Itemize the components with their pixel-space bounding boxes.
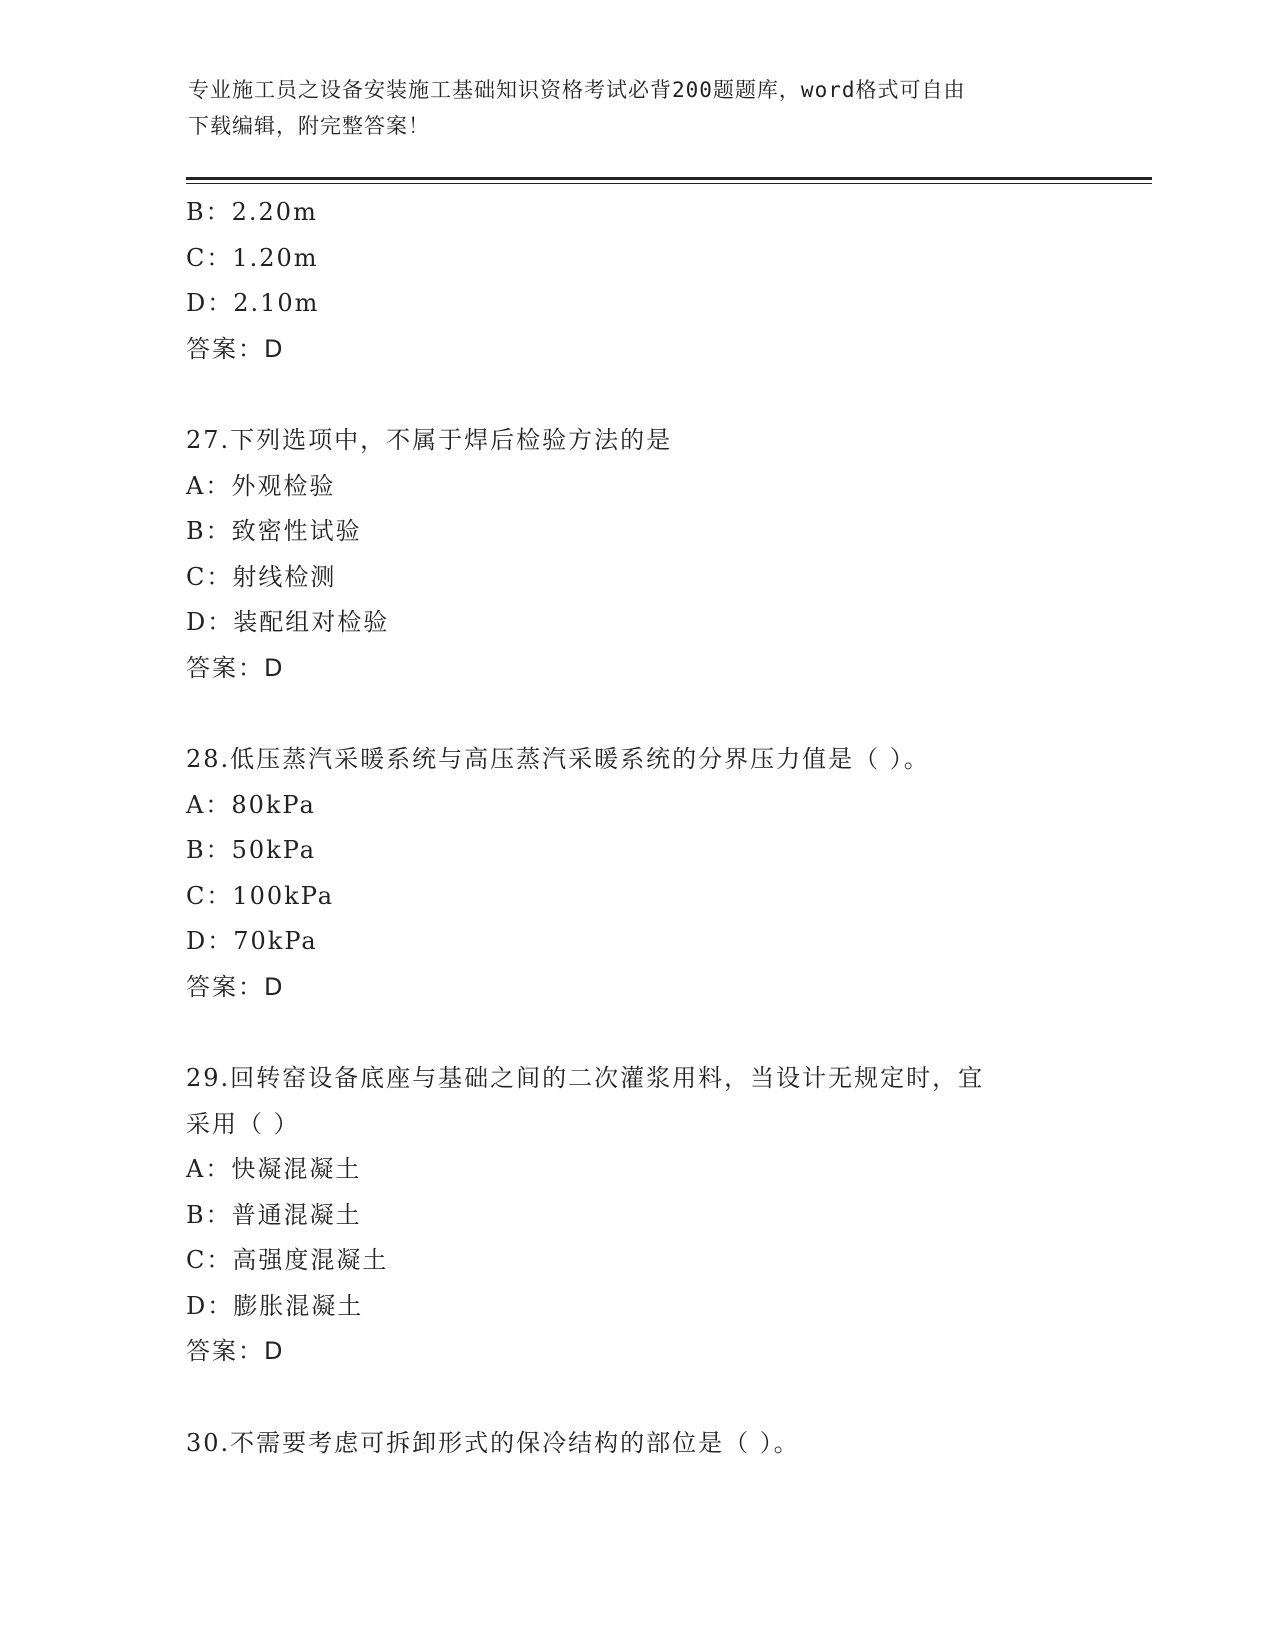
option-a: A：快凝混凝土 <box>186 1155 362 1183</box>
question-28 <box>186 737 1136 1010</box>
option-a: A：外观检验 <box>186 471 336 500</box>
option-c: C：100kPa <box>186 881 335 910</box>
answer-line: 答案：D <box>186 653 285 682</box>
option-b: B：50kPa <box>186 836 317 864</box>
spacer <box>186 372 1136 418</box>
question-stem: 28.低压蒸汽采暖系统与高压蒸汽采暖系统的分界压力值是（ ）。 <box>186 745 930 773</box>
document-header <box>188 72 1088 144</box>
option-d: D：2.10m <box>186 289 320 317</box>
option-d: D：膨胀混凝土 <box>186 1291 364 1320</box>
option-a: A：80kPa <box>186 790 316 819</box>
question-29 <box>186 1056 1136 1375</box>
header-line-1: 专业施工员之设备安装施工基础知识资格考试必背200题题库，word格式可自由 <box>188 78 966 102</box>
header-line-2: 下载编辑，附完整答案！ <box>188 114 430 138</box>
option-b: B：普通混凝土 <box>186 1200 362 1229</box>
option-b: B：致密性试验 <box>186 517 362 545</box>
header-divider-thin <box>186 183 1152 184</box>
question-stem-line-1: 29.回转窑设备底座与基础之间的二次灌浆用料，当设计无规定时，宜 <box>186 1064 985 1092</box>
spacer <box>186 1375 1136 1421</box>
question-26 <box>186 190 1136 372</box>
question-30 <box>186 1421 1136 1467</box>
answer-line: 答案：D <box>186 334 285 363</box>
spacer <box>186 691 1136 737</box>
option-c: C：射线检测 <box>186 562 337 591</box>
question-stem: 30.不需要考虑可拆卸形式的保冷结构的部位是（ ）。 <box>186 1428 800 1457</box>
option-d: D：70kPa <box>186 927 318 955</box>
question-list <box>186 190 1136 1466</box>
answer-line: 答案：D <box>186 1337 285 1365</box>
question-stem: 27.下列选项中，不属于焊后检验方法的是 <box>186 426 673 454</box>
question-27 <box>186 418 1136 691</box>
option-b: B：2.20m <box>186 198 318 226</box>
option-c: C：高强度混凝土 <box>186 1246 389 1274</box>
option-d: D：装配组对检验 <box>186 608 390 636</box>
spacer <box>186 1010 1136 1056</box>
header-divider-thick <box>186 177 1152 180</box>
question-stem-line-2: 采用（ ） <box>186 1109 300 1138</box>
answer-line: 答案：D <box>186 972 285 1001</box>
option-c: C：1.20m <box>186 243 319 272</box>
